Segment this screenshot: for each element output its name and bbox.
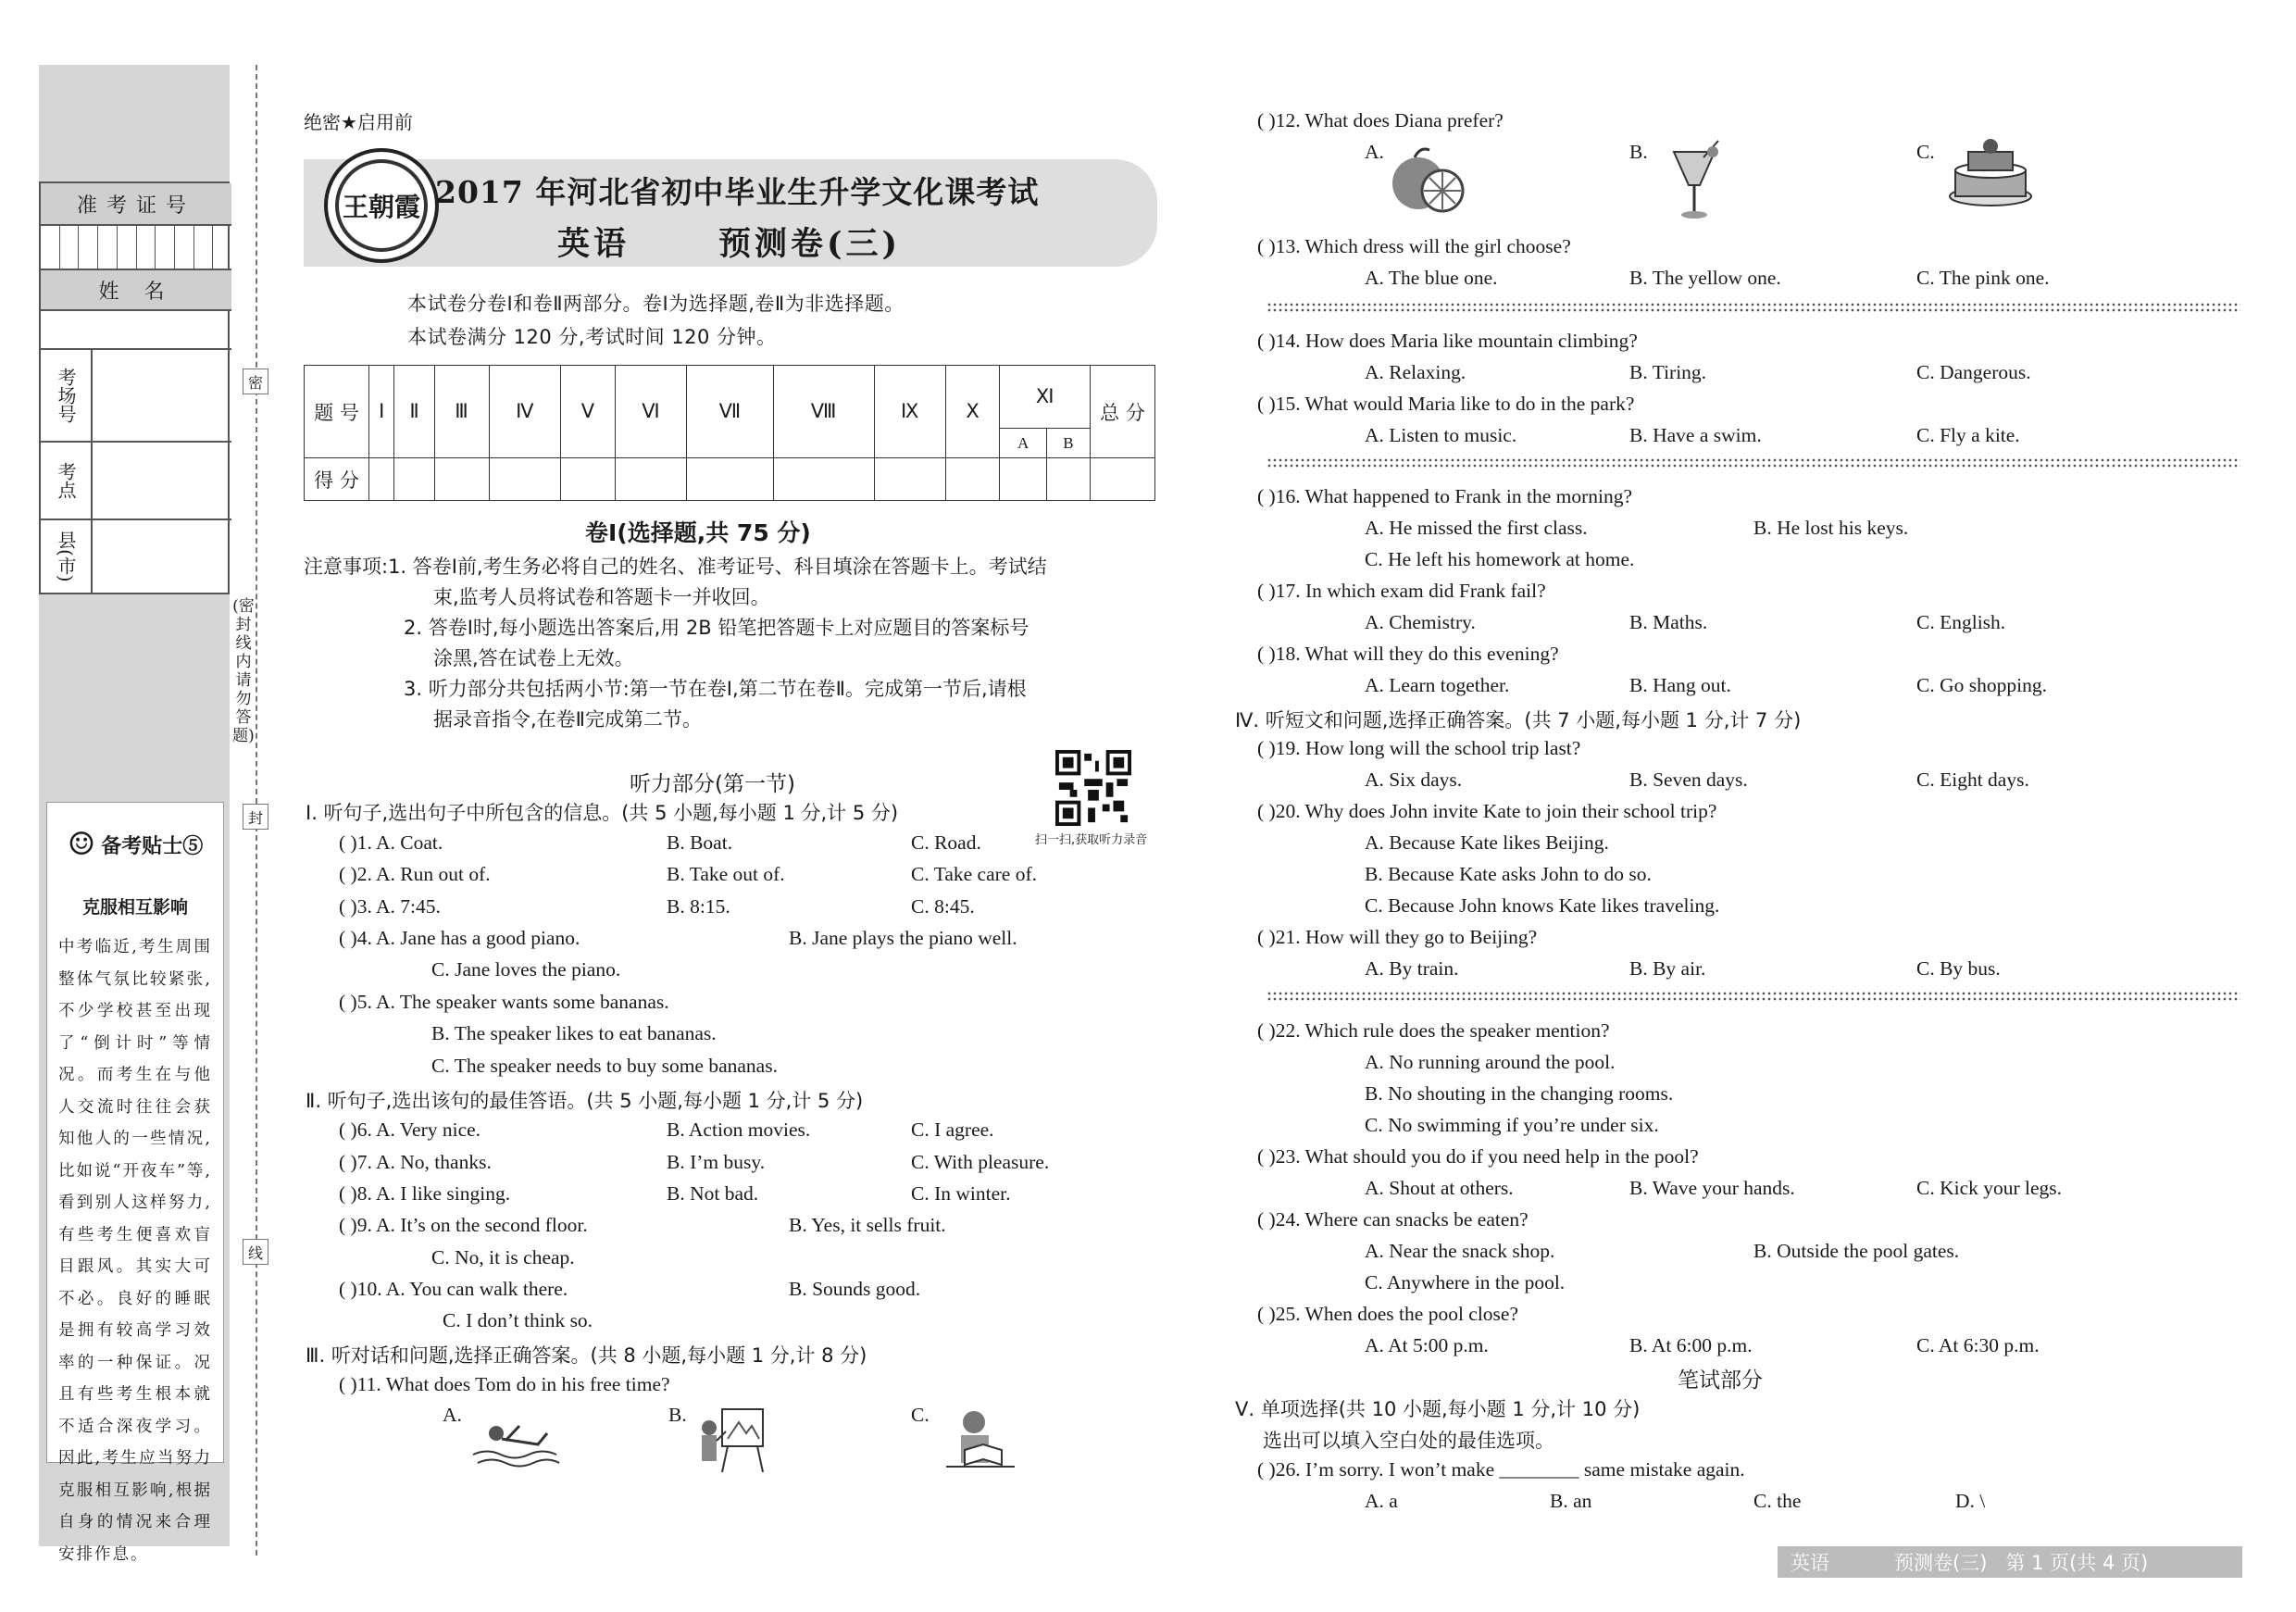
q20-option-a: A. Because Kate likes Beijing.: [1365, 831, 1609, 854]
q15-option-c: C. Fly a kite.: [1916, 424, 2020, 446]
q23-option-b: B. Wave your hands.: [1629, 1177, 1795, 1199]
note-line: 涂黑,答在试卷上无效。: [433, 647, 634, 669]
q1-option-b: B. Boat.: [667, 831, 733, 854]
score-cell[interactable]: [394, 458, 434, 501]
row-label-number: 题 号: [305, 366, 369, 458]
q20-option-c: C. Because John knows Kate likes traveling.: [1365, 894, 1720, 917]
q12-stem: ( )12. What does Diana prefer?: [1257, 109, 1504, 131]
row-label-score: 得 分: [305, 458, 369, 501]
q11-option-b: B.: [668, 1404, 687, 1426]
q26-option-c: C. the: [1753, 1490, 1802, 1512]
page-footer: [1778, 1546, 2242, 1578]
tip-title: 克服相互影响: [81, 897, 188, 918]
score-cell[interactable]: [874, 458, 945, 501]
seal-feng: 封: [243, 804, 268, 830]
subject-title: 英语: [557, 225, 630, 263]
section-5-heading: Ⅴ. 单项选择(共 10 小题,每小题 1 分,计 10 分): [1235, 1398, 1641, 1420]
score-cell[interactable]: [687, 458, 773, 501]
q13-option-a: A. The blue one.: [1365, 267, 1498, 289]
secret-label: 绝密★启用前: [304, 111, 413, 133]
q19-option-a: A. Six days.: [1365, 769, 1463, 791]
q25-stem: ( )25. When does the pool close?: [1257, 1303, 1519, 1325]
q9-option-c: C. No, it is cheap.: [431, 1246, 575, 1268]
q10-stem: ( )10. A. You can walk there.: [339, 1278, 568, 1300]
section-4-heading: Ⅳ. 听短文和问题,选择正确答案。(共 7 小题,每小题 1 分,计 7 分): [1235, 709, 1802, 731]
q21-stem: ( )21. How will they go to Beijing?: [1257, 926, 1538, 948]
county-label: 县(市): [41, 520, 93, 593]
q23-option-c: C. Kick your legs.: [1916, 1177, 2063, 1199]
qr-code-icon[interactable]: [1055, 750, 1131, 826]
q19-stem: ( )19. How long will the school trip last?: [1257, 737, 1581, 759]
q8-option-c: C. In winter.: [911, 1182, 1011, 1205]
col-header: Ⅵ: [615, 366, 687, 458]
divider: [1267, 457, 2240, 469]
q22-option-b: B. No shouting in the changing rooms.: [1365, 1082, 1674, 1105]
note-line: 束,监考人员将试卷和答题卡一并收回。: [433, 586, 770, 608]
footer-paper: 预测卷(三): [1894, 1552, 1988, 1574]
room-label: 考场号: [41, 350, 93, 441]
q19-option-c: C. Eight days.: [1916, 769, 2029, 791]
notes-block: [304, 552, 1161, 735]
section-3-heading: Ⅲ. 听对话和问题,选择正确答案。(共 8 小题,每小题 1 分,计 8 分): [306, 1344, 867, 1367]
orange-icon: [1383, 139, 1472, 217]
q17-option-a: A. Chemistry.: [1365, 611, 1476, 633]
room-row[interactable]: [41, 348, 231, 441]
q25-option-b: B. At 6:00 p.m.: [1629, 1334, 1753, 1356]
q16-option-c: C. He left his homework at home.: [1365, 548, 1635, 570]
q24-stem: ( )24. Where can snacks be eaten?: [1257, 1208, 1529, 1231]
tip-header: [47, 803, 223, 886]
q19-option-b: B. Seven days.: [1629, 769, 1748, 791]
q13-stem: ( )13. Which dress will the girl choose?: [1257, 235, 1571, 257]
county-row[interactable]: [41, 519, 231, 593]
intro-line-1: 本试卷分卷Ⅰ和卷Ⅱ两部分。卷Ⅰ为选择题,卷Ⅱ为非选择题。: [407, 293, 905, 315]
section-5-instruction: 选出可以填入空白处的最佳选项。: [1263, 1430, 1554, 1452]
q15-stem: ( )15. What would Maria like to do in the park?: [1257, 393, 1635, 415]
q4-option-c: C. Jane loves the piano.: [431, 958, 621, 981]
col-header: Ⅸ: [874, 366, 945, 458]
q14-option-a: A. Relaxing.: [1365, 361, 1466, 383]
q5-option-c: C. The speaker needs to buy some bananas.: [431, 1055, 778, 1077]
divider: [1267, 991, 2240, 1002]
q25-option-a: A. At 5:00 p.m.: [1365, 1334, 1489, 1356]
q15-option-b: B. Have a swim.: [1629, 424, 1762, 446]
q22-option-c: C. No swimming if you’re under six.: [1365, 1114, 1659, 1136]
score-table: [304, 365, 1155, 501]
q7-stem: ( )7. A. No, thanks.: [339, 1151, 492, 1173]
q23-stem: ( )23. What should you do if you need help in the pool?: [1257, 1145, 1699, 1168]
q17-stem: ( )17. In which exam did Frank fail?: [1257, 580, 1546, 602]
note-line: 注意事项:1. 答卷Ⅰ前,考生务必将自己的姓名、准考证号、科目填涂在答题卡上。考试结: [304, 556, 1047, 578]
q10-option-b: B. Sounds good.: [789, 1278, 921, 1300]
q18-option-c: C. Go shopping.: [1916, 674, 2047, 696]
q22-stem: ( )22. Which rule does the speaker mention?: [1257, 1019, 1610, 1042]
q14-stem: ( )14. How does Maria like mountain climbing?: [1257, 330, 1638, 352]
q11-stem: ( )11. What does Tom do in his free time?: [339, 1373, 670, 1395]
col-header-xi-a: A: [1000, 429, 1047, 458]
q3-option-b: B. 8:15.: [667, 895, 730, 918]
q16-option-a: A. He missed the first class.: [1365, 517, 1588, 539]
reading-icon: [937, 1404, 1020, 1474]
q26-option-b: B. an: [1550, 1490, 1592, 1512]
intro-line-2: 本试卷满分 120 分,考试时间 120 分钟。: [407, 326, 777, 348]
q7-option-b: B. I’m busy.: [667, 1151, 766, 1173]
footer-subject: 英语: [1791, 1552, 1829, 1574]
q21-option-a: A. By train.: [1365, 957, 1459, 980]
col-header: Ⅰ: [369, 366, 394, 458]
listening-title: 听力部分(第一节): [630, 772, 795, 796]
writing-title: 笔试部分: [1678, 1368, 1763, 1393]
q8-stem: ( )8. A. I like singing.: [339, 1182, 511, 1205]
q1-option-c: C. Road.: [911, 831, 981, 854]
q26-option-d: D. \: [1955, 1490, 1986, 1512]
q13-option-b: B. The yellow one.: [1629, 267, 1781, 289]
q2-option-b: B. Take out of.: [667, 863, 785, 885]
q20-stem: ( )20. Why does John invite Kate to join their school trip?: [1257, 800, 1717, 822]
col-header-xi-b: B: [1046, 429, 1090, 458]
q10-option-c: C. I don’t think so.: [443, 1309, 593, 1331]
q14-option-c: C. Dangerous.: [1916, 361, 2031, 383]
note-line: 2. 答卷Ⅰ时,每小题选出答案后,用 2B 铅笔把答题卡上对应题目的答案标号: [404, 617, 1029, 639]
q24-option-a: A. Near the snack shop.: [1365, 1240, 1555, 1262]
q18-stem: ( )18. What will they do this evening?: [1257, 643, 1559, 665]
score-cell[interactable]: [434, 458, 489, 501]
juice-icon: [1657, 139, 1731, 222]
section-1-heading: Ⅰ. 听句子,选出句子中所包含的信息。(共 5 小题,每小题 1 分,计 5 分): [306, 802, 899, 824]
q1-stem: ( )1. A. Coat.: [339, 831, 443, 854]
exam-tip-box: [46, 802, 224, 1564]
col-header-xi: Ⅺ: [1000, 366, 1091, 429]
score-cell[interactable]: [615, 458, 687, 501]
q25-option-c: C. At 6:30 p.m.: [1916, 1334, 2040, 1356]
q17-option-c: C. English.: [1916, 611, 2006, 633]
q9-stem: ( )9. A. It’s on the second floor.: [339, 1214, 588, 1236]
score-cell[interactable]: [561, 458, 616, 501]
score-cell[interactable]: [945, 458, 1000, 501]
q18-option-a: A. Learn together.: [1365, 674, 1510, 696]
exam-number-label: 准考证号: [41, 183, 231, 226]
q8-option-b: B. Not bad.: [667, 1182, 759, 1205]
q4-option-b: B. Jane plays the piano well.: [789, 927, 1017, 949]
publisher-logo: [324, 148, 439, 263]
q6-stem: ( )6. A. Very nice.: [339, 1118, 481, 1141]
site-row[interactable]: [41, 441, 231, 519]
q15-option-a: A. Listen to music.: [1365, 424, 1517, 446]
col-header: Ⅴ: [561, 366, 616, 458]
col-header: Ⅱ: [394, 366, 434, 458]
tip-header-text: 备考贴士⑤: [101, 833, 204, 858]
q3-option-c: C. 8:45.: [911, 895, 975, 918]
cake-icon: [1942, 135, 2039, 209]
part1-title: 卷Ⅰ(选择题,共 75 分): [585, 519, 811, 546]
q5-stem: ( )5. A. The speaker wants some bananas.: [339, 991, 669, 1013]
col-header: Ⅳ: [489, 366, 561, 458]
q6-option-c: C. I agree.: [911, 1118, 994, 1141]
col-header: Ⅷ: [773, 366, 874, 458]
score-cell[interactable]: [369, 458, 394, 501]
tip-body: 中考临近,考生周围整体气氛比较紧张,不少学校甚至出现了“倒计时”等情况。而考生在与他人交流时往往会获知他人的一些情况,比如说“开夜车”等,看到别人这样努力,有些考生便喜欢盲目跟风。其实大可不必。良好的睡眠是拥有较高学习效率的一种保证。况且有些考生根本就不适合深夜学习。因此,考生应当努力克服相互影响,根据自身的情况来合理安排作息。: [58, 938, 212, 1564]
exam-number-grid[interactable]: [41, 226, 231, 269]
exam-title: 2017 年河北省初中毕业生升学文化课考试: [435, 174, 1040, 210]
divider: [1267, 302, 2240, 313]
q18-option-b: B. Hang out.: [1629, 674, 1731, 696]
seal-xian: 线: [243, 1239, 268, 1265]
q12-option-b: B.: [1629, 141, 1648, 163]
q26-stem: ( )26. I’m sorry. I won’t make ________ same mistake again.: [1257, 1458, 1745, 1481]
q3-stem: ( )3. A. 7:45.: [339, 895, 441, 918]
q9-option-b: B. Yes, it sells fruit.: [789, 1214, 946, 1236]
note-line: 据录音指令,在卷Ⅱ完成第二节。: [433, 708, 703, 731]
site-label: 考点: [41, 443, 93, 519]
q24-option-b: B. Outside the pool gates.: [1753, 1240, 1960, 1262]
q13-option-c: C. The pink one.: [1916, 267, 2050, 289]
q20-option-b: B. Because Kate asks John to do so.: [1365, 863, 1652, 885]
q12-option-c: C.: [1916, 141, 1935, 163]
col-header: Ⅲ: [434, 366, 489, 458]
q4-stem: ( )4. A. Jane has a good piano.: [339, 927, 580, 949]
q17-option-b: B. Maths.: [1629, 611, 1708, 633]
q11-option-a: A.: [443, 1404, 462, 1426]
q21-option-c: C. By bus.: [1916, 957, 2001, 980]
q16-stem: ( )16. What happened to Frank in the morning?: [1257, 485, 1633, 507]
col-header-total: 总 分: [1091, 366, 1155, 458]
score-cell[interactable]: [1046, 458, 1090, 501]
q2-option-c: C. Take care of.: [911, 863, 1037, 885]
q12-option-a: A.: [1365, 141, 1384, 163]
score-cell[interactable]: [1091, 458, 1155, 501]
note-line: 3. 听力部分共包括两小节:第一节在卷Ⅰ,第二节在卷Ⅱ。完成第一节后,请根: [404, 678, 1027, 700]
q14-option-b: B. Tiring.: [1629, 361, 1707, 383]
q26-option-a: A. a: [1365, 1490, 1398, 1512]
binding-note: (密封线内请勿答题): [232, 597, 255, 745]
q6-option-b: B. Action movies.: [667, 1118, 811, 1141]
name-label: 姓 名: [41, 269, 231, 311]
footer-page: 第 1 页(共 4 页): [2005, 1552, 2149, 1574]
col-header: Ⅶ: [687, 366, 773, 458]
q16-option-b: B. He lost his keys.: [1753, 517, 1909, 539]
painting-icon: [694, 1404, 768, 1474]
q23-option-a: A. Shout at others.: [1365, 1177, 1514, 1199]
seal-mi: 密: [243, 369, 268, 394]
candidate-info-box: [39, 181, 230, 594]
q2-stem: ( )2. A. Run out of.: [339, 863, 491, 885]
paper-title: 预测卷(三): [718, 225, 902, 263]
score-cell[interactable]: [773, 458, 874, 501]
q24-option-c: C. Anywhere in the pool.: [1365, 1271, 1566, 1293]
swimming-icon: [468, 1413, 561, 1468]
col-header: Ⅹ: [945, 366, 1000, 458]
q22-option-a: A. No running around the pool.: [1365, 1051, 1616, 1073]
q21-option-b: B. By air.: [1629, 957, 1706, 980]
score-cell[interactable]: [1000, 458, 1047, 501]
section-2-heading: Ⅱ. 听句子,选出该句的最佳答语。(共 5 小题,每小题 1 分,计 5 分): [306, 1090, 864, 1112]
qr-caption: 扫一扫,获取听力录音: [1035, 833, 1148, 847]
q7-option-c: C. With pleasure.: [911, 1151, 1050, 1173]
tip-mascot-icon: ☺: [67, 826, 96, 863]
logo-text: 王朝霞: [342, 192, 420, 222]
q11-option-c: C.: [911, 1404, 930, 1426]
q5-option-b: B. The speaker likes to eat bananas.: [431, 1022, 717, 1044]
score-cell[interactable]: [489, 458, 561, 501]
